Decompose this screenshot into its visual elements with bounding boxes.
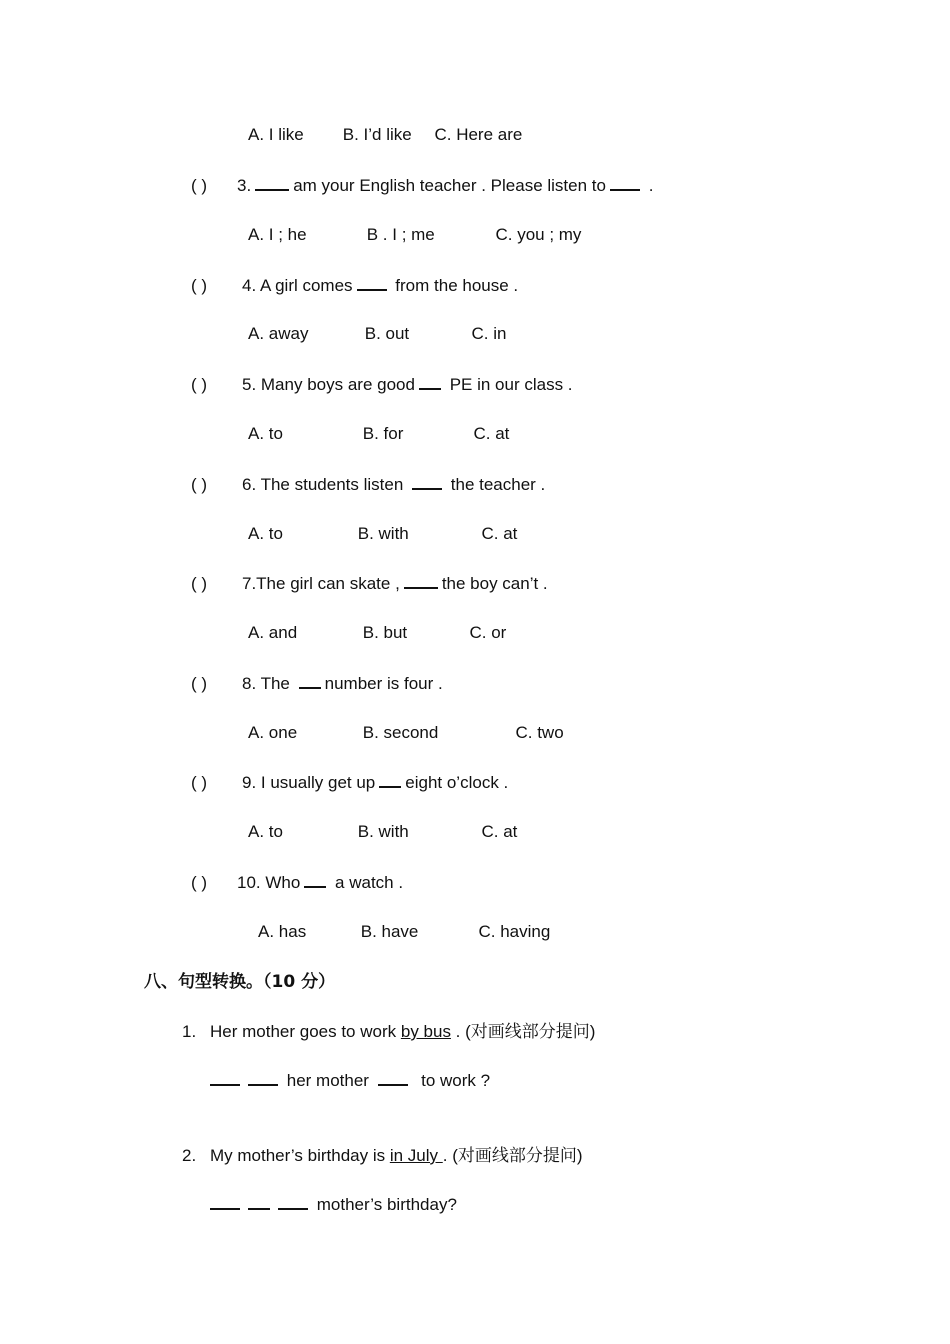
question-text-end: the teacher . (450, 475, 546, 494)
option-b: B. with (357, 822, 409, 841)
option-b: B. for (362, 424, 404, 443)
question-text-end: number is four . (324, 674, 443, 693)
question-text: 5. Many boys are good (242, 375, 415, 394)
answer-blank (278, 1194, 308, 1210)
answer-blank (610, 175, 640, 191)
option-a: A. and (248, 623, 298, 642)
question-number: 3. (237, 176, 252, 195)
answer-paren: ( ) (191, 773, 208, 792)
answer-paren: ( ) (191, 674, 208, 693)
question-4 (191, 275, 518, 297)
answer-blank (248, 1194, 270, 1210)
question-text: 4. A girl comes (242, 276, 353, 295)
answer-blank (210, 1194, 240, 1210)
question-3 (191, 175, 653, 197)
answer-blank (378, 1070, 408, 1086)
option-c: C. you ; my (495, 225, 582, 244)
answer-paren: ( ) (191, 574, 208, 593)
question-text-end: eight o’clock . (405, 773, 509, 792)
instruction-text: 对画线部分提问 (457, 1146, 577, 1166)
options-q2 (248, 124, 522, 146)
answer-blank (248, 1070, 278, 1086)
option-a: A. to (248, 524, 283, 543)
answer-blank (299, 673, 321, 689)
option-c: C. having (478, 922, 551, 941)
transform-2 (182, 1145, 583, 1167)
sentence-text: My mother’s birthday is (210, 1146, 390, 1165)
question-8 (191, 673, 443, 695)
question-text: 9. I usually get up (242, 773, 376, 792)
option-c: C. two (515, 723, 564, 742)
answer-blank (404, 573, 438, 589)
transform-1 (182, 1021, 595, 1043)
option-c: C. or (469, 623, 507, 642)
underlined-phrase: in July (389, 1146, 443, 1165)
question-text-end: the boy can’t . (441, 574, 548, 593)
option-c: C. at (473, 424, 510, 443)
option-a: A. I like (248, 125, 304, 144)
transform-1-answer (210, 1070, 490, 1092)
options-q5 (248, 423, 509, 445)
option-b: B. second (362, 723, 439, 742)
options-q6 (248, 523, 517, 545)
question-10 (191, 872, 403, 894)
options-q7 (248, 622, 506, 644)
question-text-end: a watch . (335, 873, 404, 892)
answer-blank (379, 772, 401, 788)
question-text: 6. The students listen (242, 475, 404, 494)
options-q3 (248, 224, 581, 246)
option-a: A. has (258, 922, 307, 941)
answer-text: her mother (286, 1071, 369, 1090)
question-7 (191, 573, 548, 595)
option-a: A. one (248, 723, 298, 742)
option-c: C. Here are (434, 125, 523, 144)
question-text: 10. Who (237, 873, 301, 892)
item-number: 1. (182, 1022, 197, 1041)
sentence-text: ) (589, 1022, 596, 1041)
answer-blank (412, 474, 442, 490)
item-number: 2. (182, 1146, 197, 1165)
option-a: A. I ; he (248, 225, 307, 244)
options-q9 (248, 821, 517, 843)
answer-blank (419, 374, 441, 390)
option-b: B. out (364, 324, 410, 343)
options-q8 (248, 722, 564, 744)
section-heading: 八、句型转换。（10 分） (144, 972, 336, 992)
sentence-text: Her mother goes to work (210, 1022, 401, 1041)
answer-blank (255, 175, 289, 191)
option-a: A. to (248, 424, 283, 443)
answer-paren: ( ) (191, 873, 208, 892)
question-text-end: from the house . (395, 276, 519, 295)
answer-paren: ( ) (191, 176, 208, 195)
sentence-text: . ( (442, 1146, 458, 1165)
options-q10 (258, 921, 550, 943)
question-5 (191, 374, 573, 396)
sentence-text: . ( (450, 1022, 471, 1041)
question-text-end: PE in our class . (449, 375, 573, 394)
answer-paren: ( ) (191, 276, 208, 295)
option-b: B. but (362, 623, 408, 642)
option-b: B . I ; me (366, 225, 435, 244)
option-a: A. away (248, 324, 309, 343)
option-b: B. have (360, 922, 419, 941)
transform-2-answer (210, 1194, 457, 1216)
answer-paren: ( ) (191, 375, 208, 394)
underlined-phrase: by bus (400, 1022, 451, 1041)
sentence-text: ) (576, 1146, 583, 1165)
answer-text: mother’s birthday? (316, 1195, 457, 1214)
question-6 (191, 474, 545, 496)
answer-blank (210, 1070, 240, 1086)
question-text-end: . (648, 176, 654, 195)
option-b: B. with (357, 524, 409, 543)
instruction-text: 对画线部分提问 (470, 1022, 590, 1042)
question-text: am your English teacher . Please listen to (293, 176, 606, 195)
question-9 (191, 772, 508, 794)
answer-blank (304, 872, 326, 888)
option-c: C. at (481, 822, 518, 841)
answer-paren: ( ) (191, 475, 208, 494)
question-text: 8. The (242, 674, 290, 693)
option-b: B. I’d like (342, 125, 412, 144)
option-c: C. at (481, 524, 518, 543)
option-a: A. to (248, 822, 283, 841)
question-text: 7.The girl can skate , (242, 574, 400, 593)
options-q4 (248, 323, 506, 345)
answer-text-end: to work ? (421, 1071, 491, 1090)
answer-blank (357, 275, 387, 291)
option-c: C. in (471, 324, 507, 343)
